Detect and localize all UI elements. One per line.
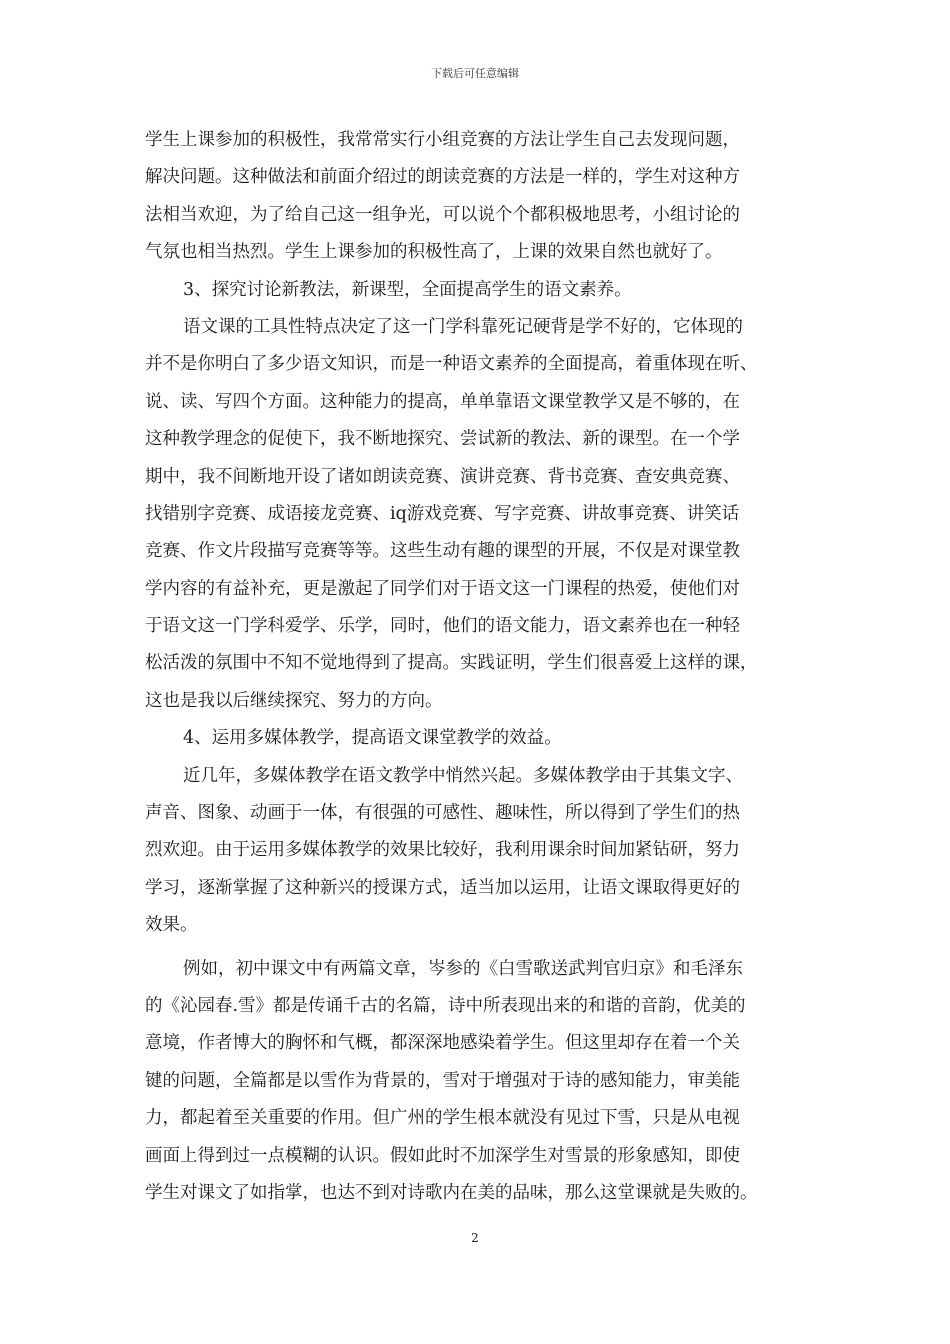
text-line: 这种教学理念的促使下，我不断地探究、尝试新的教法、新的课型。在一个学 [145, 429, 740, 450]
text-line: 学生对课文了如指掌，也达不到对诗歌内在美的品味，那么这堂课就是失败的。 [145, 1182, 758, 1203]
text-line: 于语文这一门学科爱学、乐学，同时，他们的语文能力，语文素养也在一种轻 [145, 616, 740, 637]
page-header: 下载后可任意编辑 [431, 67, 519, 80]
document-body [145, 122, 815, 1212]
text-line: 效果。 [145, 915, 198, 936]
text-line: 画面上得到过一点模糊的认识。假如此时不加深学生对雪景的形象感知，即使 [145, 1145, 740, 1166]
text-line: 气氛也相当热烈。学生上课参加的积极性高了，上课的效果自然也就好了。 [145, 242, 723, 263]
text-line: 近几年，多媒体教学在语文教学中悄然兴起。多媒体教学由于其集文字、 [183, 765, 743, 786]
text-line: 期中，我不间断地开设了诸如朗读竞赛、演讲竞赛、背书竞赛、查安典竞赛、 [145, 466, 740, 487]
text-line: 这也是我以后继续探究、努力的方向。 [145, 690, 443, 711]
text-line: 烈欢迎。由于运用多媒体教学的效果比较好，我利用课余时间加紧钻研，努力 [145, 840, 740, 861]
text-line: 法相当欢迎，为了给自己这一组争光，可以说个个都积极地思考，小组讨论的 [145, 204, 740, 225]
text-line: 说、读、写四个方面。这种能力的提高，单单靠语文课堂教学又是不够的，在 [145, 391, 740, 412]
text-line: 并不是你明白了多少语文知识，而是一种语文素养的全面提高，着重体现在听、 [145, 354, 758, 375]
page-number: 2 [471, 1231, 479, 1245]
section-heading-4: 4、运用多媒体教学，提高语文课堂教学的效益。 [183, 728, 562, 749]
text-line: 键的问题，全篇都是以雪作为背景的，雪对于增强对于诗的感知能力，审美能 [145, 1070, 740, 1091]
text-line: 意境，作者博大的胸怀和气概，都深深地感染着学生。但这里却存在着一个关 [145, 1033, 740, 1054]
text-line: 语文课的工具性特点决定了这一门学科靠死记硬背是学不好的，它体现的 [183, 316, 743, 337]
text-line: 学生上课参加的积极性，我常常实行小组竞赛的方法让学生自己去发现问题， [145, 130, 740, 150]
text-line: 找错别字竞赛、成语接龙竞赛、iq游戏竞赛、写字竞赛、讲故事竞赛、讲笑话 [145, 503, 740, 524]
text-line: 竞赛、作文片段描写竞赛等等。这些生动有趣的课型的开展，不仅是对课堂教 [145, 541, 740, 562]
text-line: 声音、图象、动画于一体，有很强的可感性、趣味性，所以得到了学生们的热 [145, 803, 740, 824]
text-line: 学习，逐渐掌握了这种新兴的授课方式，适当加以运用，让语文课取得更好的 [145, 877, 740, 898]
text-line: 的《沁园春.雪》都是传诵千古的名篇，诗中所表现出来的和谐的音韵，优美的 [145, 995, 746, 1016]
text-line: 解决问题。这种做法和前面介绍过的朗读竞赛的方法是一样的，学生对这种方 [145, 167, 740, 188]
section-heading-3: 3、探究讨论新教法，新课型，全面提高学生的语文素养。 [183, 279, 632, 300]
text-line: 松活泼的氛围中不知不觉地得到了提高。实践证明，学生们很喜爱上这样的课， [145, 653, 758, 674]
text-line: 学内容的有益补充，更是激起了同学们对于语文这一门课程的热爱，使他们对 [145, 578, 740, 599]
text-line: 例如，初中课文中有两篇文章，岑参的《白雪歌送武判官归京》和毛泽东 [183, 958, 743, 979]
text-line: 力，都起着至关重要的作用。但广州的学生根本就没有见过下雪，只是从电视 [145, 1108, 740, 1129]
